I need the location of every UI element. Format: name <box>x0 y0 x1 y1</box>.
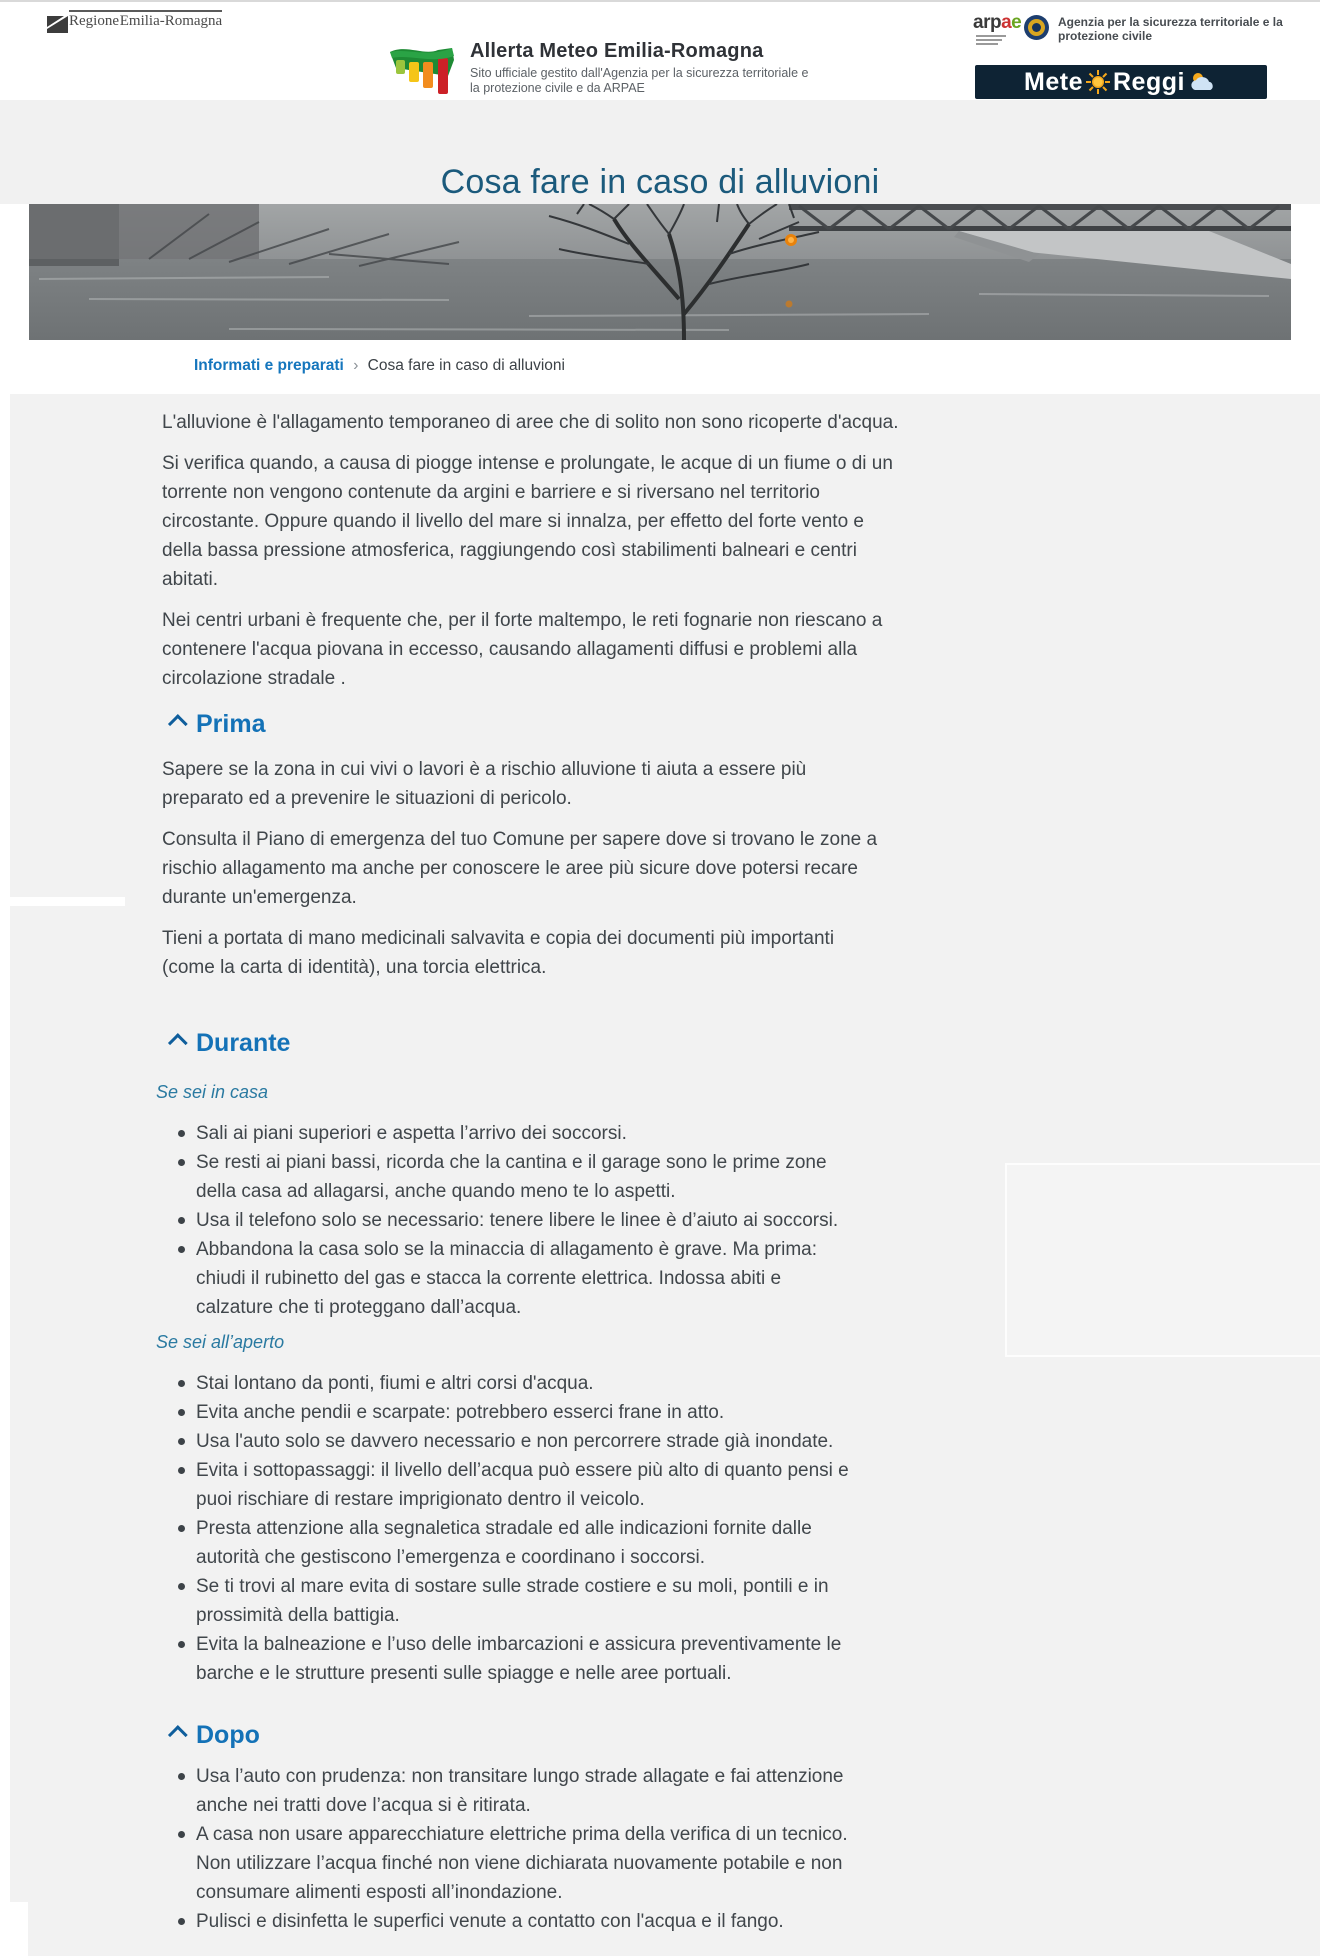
chevron-up-icon <box>168 1725 188 1745</box>
bullet-item <box>148 1762 888 1820</box>
subsection-label-1: Se sei in casa <box>156 1082 269 1102</box>
bullet-item <box>148 1456 888 1514</box>
protezione-civile-emblem-icon <box>1024 15 1049 40</box>
left-rail-gap <box>0 897 125 906</box>
arpae-text-black: arp <box>973 12 1002 33</box>
subsection-label-2: Se sei all’aperto <box>156 1332 285 1352</box>
bullet-item <box>148 1148 888 1206</box>
regione-flag-icon <box>47 16 68 33</box>
breadcrumb-link-informati[interactable]: Informati e preparati <box>194 357 344 374</box>
bullet-line: Evita i sottopassaggi: il livello dell’acqua può essere più alto di quanto pensi e <box>196 1460 849 1481</box>
section-heading-dopo[interactable] <box>148 1718 888 1752</box>
bullet-line: anche nei tratti dove l’acqua si è ritirata. <box>196 1795 531 1816</box>
bullet-item <box>148 1514 888 1572</box>
bullet-item <box>148 1427 888 1456</box>
meteo-reggio-banner[interactable] <box>975 65 1267 99</box>
banner-word1: Mete <box>1024 67 1083 96</box>
prima-paragraph-3 <box>162 924 888 982</box>
page-title: Cosa fare in caso di alluvioni <box>440 162 880 201</box>
intro-paragraph-2-line: Si verifica quando, a causa di piogge intense e prolungate, le acque di un fiume o di un <box>162 453 893 474</box>
agency-name-line2: protezione civile <box>1058 28 1153 43</box>
site-title: Allerta Meteo Emilia-Romagna <box>470 40 764 62</box>
article-content <box>148 400 899 1938</box>
intro-paragraph-3 <box>162 606 888 693</box>
arpae-text-green: e <box>1011 12 1022 33</box>
bullet-line: A casa non usare apparecchiature elettriche prima della verifica di un tecnico. <box>196 1824 848 1845</box>
intro-paragraphs <box>148 400 899 693</box>
bullet-line: Presta attenzione alla segnaletica stradale ed alle indicazioni fornite dalle <box>196 1518 812 1539</box>
agency-name-line1: Agenzia per la sicurezza territoriale e la <box>1058 15 1283 29</box>
bullet-line: calzature che ti proteggano dall’acqua. <box>196 1297 522 1318</box>
chevron-up-icon <box>168 714 188 734</box>
prima-paragraph-3-line: Tieni a portata di mano medicinali salvavita e copia dei documenti più importanti <box>162 928 835 949</box>
intro-paragraph-1 <box>162 408 899 437</box>
prima-paragraph-1-line: preparato ed a prevenire le situazioni di pericolo. <box>162 788 572 809</box>
section-title-dopo: Dopo <box>196 1720 260 1749</box>
intro-paragraph-2-line: torrente non vengono contenute da argini e barriere e si riversano nel territorio <box>162 482 820 503</box>
allerta-meteo-logo-icon[interactable] <box>388 46 454 96</box>
bullet-line: Non utilizzare l’acqua finché non viene dichiarata nuovamente potabile e non <box>196 1853 843 1874</box>
bullet-line: prossimità della battigia. <box>196 1605 400 1626</box>
bullet-line: Se resti ai piani bassi, ricorda che la cantina e il garage sono le prime zone <box>196 1152 827 1173</box>
regione-emilia-romagna-logo[interactable] <box>47 10 222 33</box>
intro-paragraph-3-line: contenere l'acqua piovana in eccesso, causando allagamenti diffusi e problemi alla <box>162 639 858 660</box>
breadcrumb-separator: › <box>353 357 359 374</box>
bullet-line: Usa l’auto con prudenza: non transitare lungo strade allagate e fai attenzione <box>196 1766 844 1787</box>
prima-paragraph-3-line: (come la carta di identità), una torcia elettrica. <box>162 957 547 978</box>
intro-paragraph-2-line: della bassa pressione atmosferica, raggiungendo così stabilimenti balneari e centri <box>162 540 857 561</box>
agency-name <box>1058 16 1288 43</box>
bullet-line: Evita la balneazione e l’uso delle imbarcazioni e assicura preventivamente le <box>196 1634 842 1655</box>
bullet-line: chiudi il rubinetto del gas e stacca la corrente elettrica. Indossa abiti e <box>196 1268 782 1289</box>
prima-paragraph-2-line: durante un'emergenza. <box>162 887 357 908</box>
durante-bullets-2 <box>148 1369 888 1688</box>
section-heading-prima[interactable] <box>148 707 888 741</box>
bullet-item <box>148 1907 888 1936</box>
breadcrumb <box>194 357 565 375</box>
prima-paragraph-2 <box>162 825 888 912</box>
intro-paragraph-2-line: circostante. Oppure quando il livello del mare si innalza, per effetto del forte vento e <box>162 511 864 532</box>
bullet-item <box>148 1572 888 1630</box>
bullet-line: Stai lontano da ponti, fiumi e altri corsi d'acqua. <box>196 1373 594 1394</box>
site-header <box>0 0 1320 102</box>
intro-paragraph-3-line: circolazione stradale . <box>162 668 346 689</box>
sun-icon <box>1086 70 1110 94</box>
bullet-line: della casa ad allagarsi, anche quando meno te lo aspetti. <box>196 1181 676 1202</box>
bullet-line: autorità che gestiscono l’emergenza e coordinano i soccorsi. <box>196 1547 706 1568</box>
intro-paragraph-3-line: Nei centri urbani è frequente che, per il forte maltempo, le reti fognarie non riescano a <box>162 610 883 631</box>
chevron-up-icon <box>168 1033 188 1053</box>
embedded-widget-outline <box>1005 1163 1320 1357</box>
site-subtitle-line1: Sito ufficiale gestito dall'Agenzia per la sicurezza territoriale e <box>470 66 809 80</box>
bullet-line: barche e le strutture presenti sulle spiagge e nelle aree portuali. <box>196 1663 732 1684</box>
intro-paragraph-2 <box>162 449 893 594</box>
site-subtitle <box>470 66 808 96</box>
bullet-line: consumare alimenti esposti all’inondazione. <box>196 1882 563 1903</box>
section-title-durante: Durante <box>196 1028 291 1057</box>
section-title-prima: Prima <box>196 709 266 738</box>
arpae-text-red: a <box>1001 12 1012 33</box>
bullet-line: Abbandona la casa solo se la minaccia di allagamento è grave. Ma prima: <box>196 1239 818 1260</box>
bullet-item <box>148 1630 888 1688</box>
bullet-line: puoi rischiare di restare imprigionato dentro il veicolo. <box>196 1489 645 1510</box>
dopo-bullets <box>148 1762 888 1936</box>
prima-paragraph-2-line: rischio allagamento ma anche per conoscere le aree più sicure dove potersi recare <box>162 858 858 879</box>
bottom-left-margin <box>0 1902 28 1956</box>
intro-paragraph-2-line: abitati. <box>162 569 218 590</box>
intro-paragraph-1-line: L'alluvione è l'allagamento temporaneo di aree che di solito non sono ricoperte d'acqua. <box>162 412 899 433</box>
bullet-line: Sali ai piani superiori e aspetta l’arrivo dei soccorsi. <box>196 1123 627 1144</box>
regione-logo-text: Regione Emilia-Romagna <box>69 10 222 30</box>
bullet-item <box>148 1206 888 1235</box>
bullet-item <box>148 1398 888 1427</box>
hero-image-flooded-river <box>29 204 1291 340</box>
bullet-item <box>148 1235 888 1322</box>
arpae-tagline-lines <box>976 35 1006 47</box>
durante-bullets-1 <box>148 1119 888 1322</box>
banner-word2: Reggi <box>1113 67 1185 96</box>
section-heading-durante[interactable] <box>148 1026 888 1060</box>
bullet-line: Evita anche pendii e scarpate: potrebbero esserci frane in atto. <box>196 1402 725 1423</box>
bullet-line: Pulisci e disinfetta le superfici venute a contatto con l'acqua e il fango. <box>196 1911 784 1932</box>
prima-paragraph-1 <box>162 755 888 813</box>
breadcrumb-current: Cosa fare in caso di alluvioni <box>367 357 565 374</box>
prima-paragraph-2-line: Consulta il Piano di emergenza del tuo Comune per sapere dove si trovano le zone a <box>162 829 878 850</box>
bullet-item <box>148 1820 888 1907</box>
prima-paragraph-1-line: Sapere se la zona in cui vivi o lavori è a rischio alluvione ti aiuta a essere più <box>162 759 807 780</box>
bullet-item <box>148 1119 888 1148</box>
bullet-line: Se ti trovi al mare evita di sostare sulle strade costiere e su moli, pontili e in <box>196 1576 829 1597</box>
bullet-line: Usa il telefono solo se necessario: tenere libere le linee è d’aiuto ai soccorsi. <box>196 1210 839 1231</box>
cloud-sun-icon <box>1188 70 1218 94</box>
bullet-item <box>148 1369 888 1398</box>
arpae-logo[interactable] <box>973 12 1021 34</box>
bullet-line: Usa l'auto solo se davvero necessario e non percorrere strade già inondate. <box>196 1431 834 1452</box>
site-subtitle-line2: la protezione civile e da ARPAE <box>470 81 645 95</box>
